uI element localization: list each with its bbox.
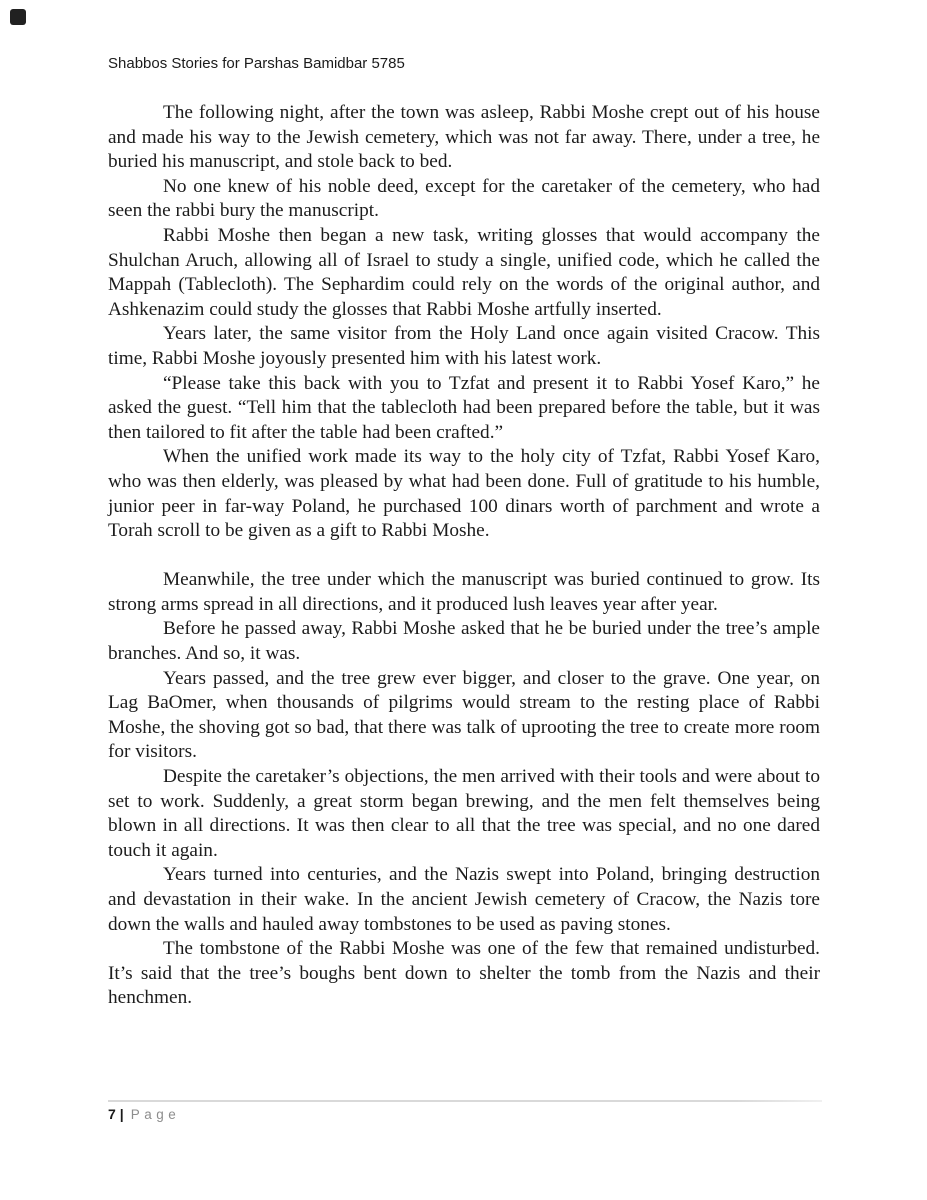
footer-page-number: 7 bbox=[108, 1106, 116, 1122]
paragraph: Meanwhile, the tree under which the manuscript was buried continued to grow. Its strong arms spread in all directions, and it produced lush leaves year after year. bbox=[108, 569, 820, 615]
footer-separator: | bbox=[119, 1106, 124, 1122]
paragraph: Years passed, and the tree grew ever bigger, and closer to the grave. One year, on Lag BaOmer, when thousands of pilgrims would stream to the resting place of Rabbi Moshe, the shoving got so bad, that there was talk of uprooting the tree to create more room for visitors. bbox=[108, 667, 820, 763]
footer-page-label: Page bbox=[130, 1107, 181, 1122]
paragraph: Years turned into centuries, and the Nazis swept into Poland, bringing destruction and devastation in their wake. In the ancient Jewish cemetery of Cracow, the Nazis tore down the walls and hauled away tombstones to be used as paving stones. bbox=[108, 864, 820, 935]
paragraph: Despite the caretaker’s objections, the men arrived with their tools and were about to set to work. Suddenly, a great storm began brewing, and the men felt themselves being blown in all directions. It was then clear to all that the tree was special, and no one dared touch it again. bbox=[108, 766, 820, 861]
paragraph: Before he passed away, Rabbi Moshe asked that he be buried under the tree’s ample branches. And so, it was. bbox=[108, 618, 820, 665]
document-header-title: Shabbos Stories for Parshas Bamidbar 5785 bbox=[108, 55, 405, 72]
corner-mark bbox=[10, 9, 26, 25]
paragraph: When the unified work made its way to the holy city of Tzfat, Rabbi Yosef Karo, who was then elderly, was pleased by what had been done. Full of gratitude to his humble, junior peer in far-way Poland, he purchased 100 dinars worth of parchment and wrote a Torah scroll to be given as a gift to Rabbi Moshe. bbox=[108, 446, 820, 542]
paragraph: Years later, the same visitor from the Holy Land once again visited Cracow. This time, Rabbi Moshe joyously presented him with his latest work. bbox=[108, 323, 820, 369]
paragraph: Rabbi Moshe then began a new task, writing glosses that would accompany the Shulchan Aruch, allowing all of Israel to study a single, unified code, which he called the Mappah (Tablecloth). The Sephardim could rely on the words of the original author, and Ashkenazim could study the glosses that Rabbi Moshe artfully inserted. bbox=[108, 224, 820, 320]
page-footer bbox=[108, 1106, 180, 1122]
document-body bbox=[108, 101, 820, 1011]
paragraph: No one knew of his noble deed, except for the caretaker of the cemetery, who had seen the rabbi bury the manuscript. bbox=[108, 175, 820, 222]
paragraph: The tombstone of the Rabbi Moshe was one of the few that remained undisturbed. It’s said that the tree’s boughs bent down to shelter the tomb from the Nazis and their henchmen. bbox=[108, 938, 820, 1009]
paragraph: “Please take this back with you to Tzfat and present it to Rabbi Yosef Karo,” he asked the guest. “Tell him that the tablecloth had been prepared before the table, but it was then tailored to fit after the table had been crafted.” bbox=[108, 372, 820, 443]
footer-divider bbox=[108, 1100, 822, 1102]
paragraph: The following night, after the town was asleep, Rabbi Moshe crept out of his house and made his way to the Jewish cemetery, which was not far away. There, under a tree, he buried his manuscript, and stole back to bed. bbox=[108, 102, 820, 173]
